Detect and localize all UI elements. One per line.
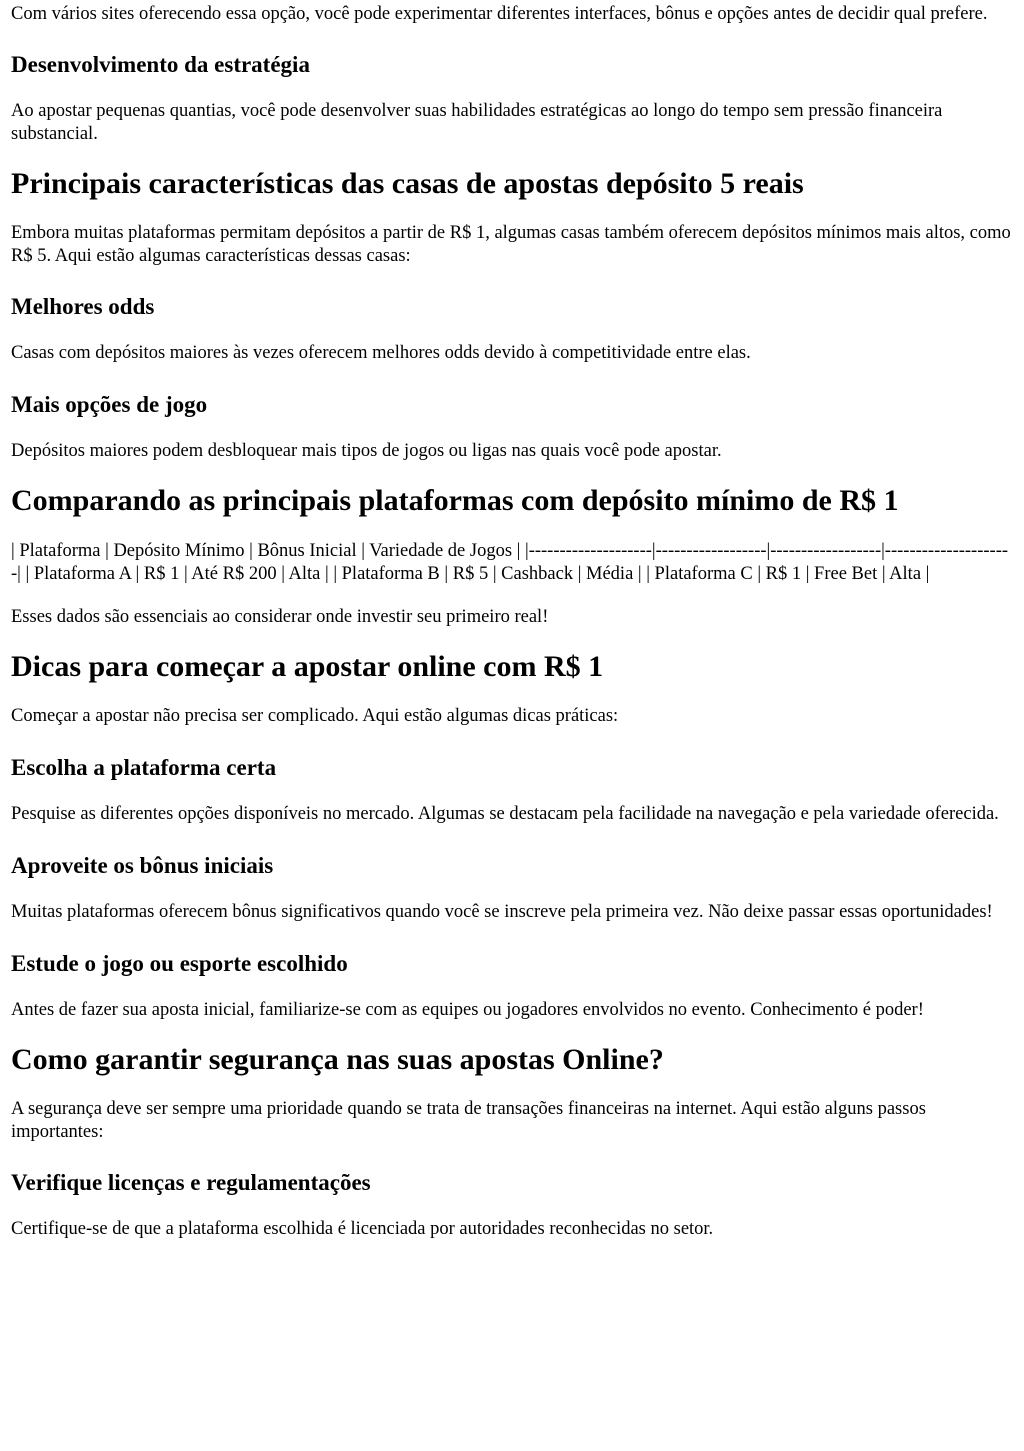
heading-choose-platform: Escolha a plataforma certa (11, 755, 277, 780)
paragraph-initial-bonuses: Muitas plataformas oferecem bônus significativos quando você se inscreve pela primeira vez. Não deixe passar essas oportunidades! (11, 902, 993, 922)
paragraph-study-game: Antes de fazer sua aposta inicial, familiarize-se com as equipes ou jogadores envolvidos no evento. Conhecimento é poder! (11, 1000, 924, 1020)
article-body (0, 3, 1024, 1241)
heading-comparing-platforms: Comparando as principais plataformas com depósito mínimo de R$ 1 (11, 484, 899, 517)
heading-initial-bonuses: Aproveite os bônus iniciais (11, 853, 274, 878)
heading-better-odds: Melhores odds (11, 294, 155, 319)
paragraph-security-intro: A segurança deve ser sempre uma prioridade quando se trata de transações financeiras na internet. Aqui estão alguns passos importantes: (11, 1099, 926, 1142)
paragraph-strategy: Ao apostar pequenas quantias, você pode desenvolver suas habilidades estratégicas ao longo do tempo sem pressão financeira substancial. (11, 101, 943, 144)
heading-study-game: Estude o jogo ou esporte escolhido (11, 951, 348, 976)
paragraph-licenses: Certifique-se de que a plataforma escolhida é licenciada por autoridades reconhecidas no setor. (11, 1219, 714, 1239)
heading-licenses: Verifique licenças e regulamentações (11, 1170, 371, 1195)
paragraph-better-odds: Casas com depósitos maiores às vezes oferecem melhores odds devido à competitividade entre elas. (11, 343, 751, 363)
paragraph-more-game-options: Depósitos maiores podem desbloquear mais tipos de jogos ou ligas nas quais você pode apostar. (11, 441, 722, 461)
heading-more-game-options: Mais opções de jogo (11, 392, 208, 417)
paragraph-tips-intro: Começar a apostar não precisa ser complicado. Aqui estão algumas dicas práticas: (11, 706, 619, 726)
paragraph-data-essential: Esses dados são essenciais ao considerar onde investir seu primeiro real! (11, 607, 549, 627)
paragraph-choose-platform: Pesquise as diferentes opções disponíveis no mercado. Algumas se destacam pela facilidade na navegação e pela variedade oferecida. (11, 804, 999, 824)
heading-tips-start-betting: Dicas para começar a apostar online com R$ 1 (11, 650, 604, 683)
heading-main-features-5-reais: Principais características das casas de apostas depósito 5 reais (11, 167, 804, 200)
paragraph-features-intro: Embora muitas plataformas permitam depósitos a partir de R$ 1, algumas casas também oferecem depósitos mínimos mais altos, como R$ 5. Aqui estão algumas características dessas casas: (11, 223, 1011, 266)
heading-online-security: Como garantir segurança nas suas apostas Online? (11, 1043, 664, 1076)
paragraph-sites-options: Com vários sites oferecendo essa opção, você pode experimentar diferentes interfaces, bônus e opções antes de decidir qual prefere. (11, 4, 988, 24)
heading-strategy-development: Desenvolvimento da estratégia (11, 52, 310, 77)
paragraph-comparison-table-text: | Plataforma | Depósito Mínimo | Bônus Inicial | Variedade de Jogos | |--------------------|------------------|------------------|---------------------| | Plataforma A | R$ 1 | Até R$ 200 | Alta | | Plataforma B | R$ 5 | Cashback | Média | | Plataforma C | R$ 1 | Free Bet | Alta | (11, 541, 1009, 584)
